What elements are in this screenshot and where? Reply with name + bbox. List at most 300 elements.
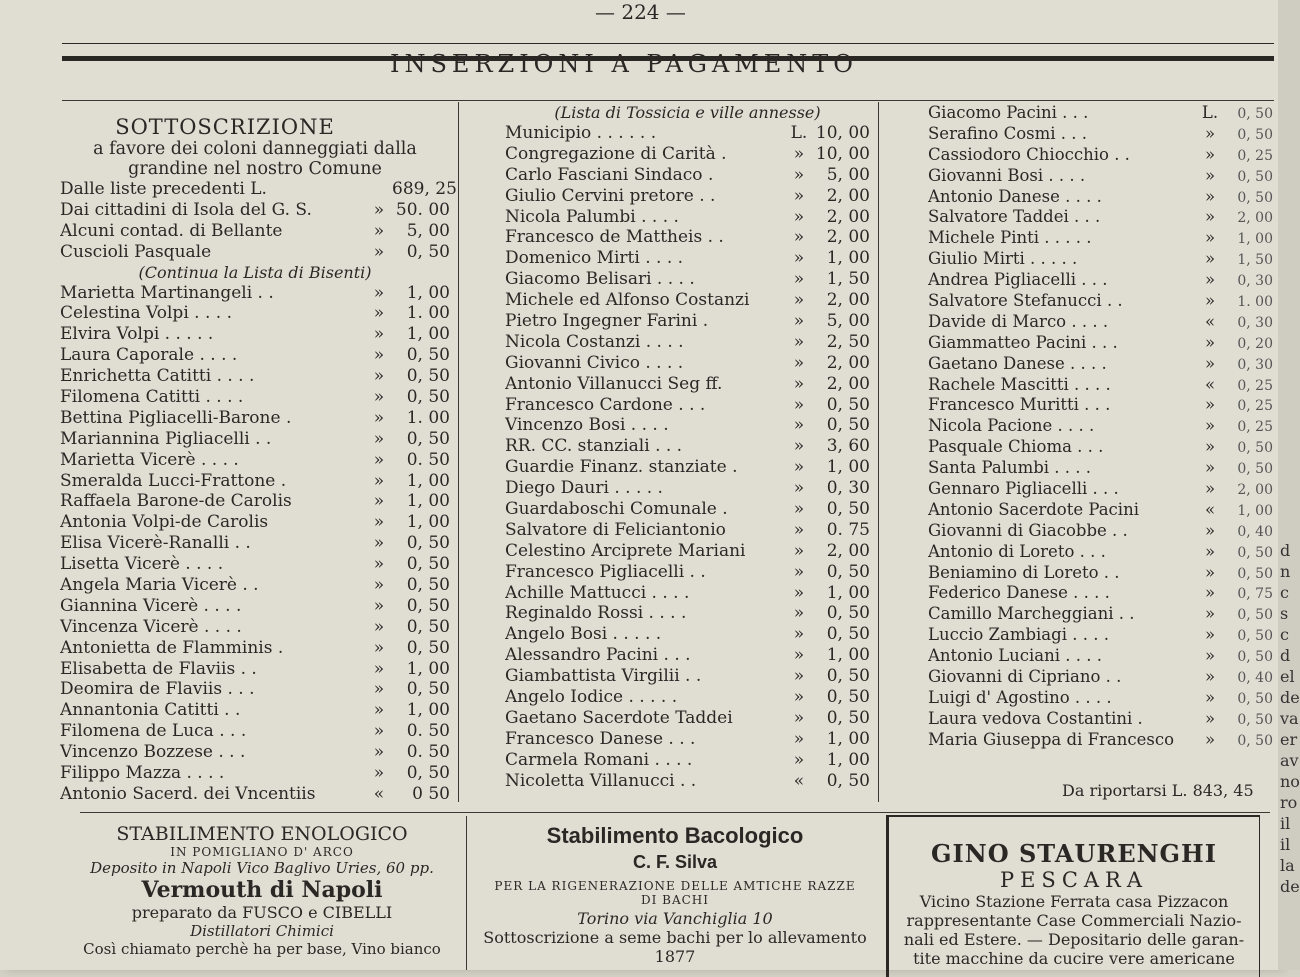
subscriber-amount: 0, 50	[406, 533, 450, 554]
subscriber-row	[928, 709, 1273, 730]
ditto-mark: »	[1204, 604, 1216, 624]
subscriber-name: Filippo Mazza . . . .	[60, 763, 225, 784]
subscriber-amount: 0, 50	[406, 428, 450, 449]
ditto-mark: »	[1204, 458, 1216, 478]
subscriber-row	[60, 408, 450, 429]
ditto-mark: »	[373, 679, 385, 700]
subscriber-name: Beniamino di Loreto . .	[928, 562, 1120, 582]
subscriber-name: Celestina Volpi . . . .	[60, 303, 232, 324]
subscriber-row	[928, 583, 1273, 604]
subscriber-name: Vincenza Vicerè . . . .	[60, 616, 242, 637]
ditto-mark: »	[793, 206, 805, 227]
subscriber-row	[928, 730, 1273, 751]
ad1-text: Così chiamato perchè ha per base, Vino bianco	[83, 940, 441, 958]
ad2-title: Stabilimento Bacologico	[546, 823, 804, 848]
subscriber-amount: 1, 00	[406, 700, 450, 721]
ad3-line2: rappresentante Case Commerciali Nazio-	[906, 911, 1242, 930]
ditto-mark: »	[793, 457, 805, 478]
subscriber-amount: 0, 50	[826, 415, 870, 436]
subscriber-name: Lisetta Vicerè . . . .	[60, 554, 224, 575]
subscriber-amount: 0, 50	[406, 679, 450, 700]
subscription-intro: a favore dei coloni danneggiati dalla grandine nel nostro Comune	[93, 139, 417, 179]
subscriber-amount: 2, 00	[1237, 210, 1273, 227]
ditto-mark: »	[793, 624, 805, 645]
subscriber-amount: 0. 50	[406, 721, 450, 742]
subscriber-name: Deomira de Flaviis . . .	[60, 679, 255, 700]
ad1-maker: preparato da FUSCO e CIBELLI	[131, 903, 393, 922]
subscriber-row	[928, 604, 1273, 625]
subscriber-row	[928, 166, 1273, 187]
subscriber-row	[60, 700, 450, 721]
subscriber-row	[60, 617, 450, 638]
subscriber-amount: 2, 00	[826, 185, 870, 206]
subscriber-row	[505, 624, 870, 645]
subscriber-amount: 0, 40	[1237, 670, 1273, 687]
ditto-mark: «	[1204, 311, 1216, 331]
subscriber-amount: 2, 00	[826, 373, 870, 394]
subscriber-row	[60, 533, 450, 554]
ditto-mark: »	[1204, 708, 1216, 728]
subscriber-row	[505, 478, 870, 499]
subscriber-amount: 2, 50	[826, 331, 870, 352]
ditto-mark: »	[1204, 165, 1216, 185]
subscriber-name: Salvatore di Feliciantonio	[505, 519, 726, 540]
ditto-mark: »	[793, 164, 805, 185]
subscriber-row	[60, 659, 450, 680]
subscription-column-2	[505, 103, 870, 792]
ditto-mark: L.	[1201, 103, 1219, 122]
subscriber-row	[505, 708, 870, 729]
ditto-mark: »	[793, 499, 805, 520]
subscriber-amount: 0, 50	[826, 666, 870, 687]
subscriber-row	[60, 554, 450, 575]
subscriber-name: Cuscioli Pasquale	[60, 241, 212, 262]
subscriber-amount: 2, 00	[1237, 482, 1273, 499]
ditto-mark: »	[1204, 186, 1216, 206]
subscriber-row	[60, 596, 450, 617]
ditto-mark: »	[793, 143, 805, 164]
subscriber-row	[928, 375, 1273, 396]
subscriber-row	[505, 248, 870, 269]
ditto-mark: »	[373, 345, 385, 366]
subscriber-name: Andrea Pigliacelli . . .	[928, 270, 1108, 290]
subscriber-amount: 0, 50	[826, 394, 870, 415]
subscriber-name: Elvira Volpi . . . . .	[60, 324, 214, 345]
subscriber-amount: 0, 50	[826, 603, 870, 624]
subscription-column-3	[928, 103, 1273, 751]
ditto-mark: »	[793, 269, 805, 290]
subscriber-row	[928, 312, 1273, 333]
subscriber-name: Francesco Cardone . . .	[505, 394, 706, 415]
subscriber-name: Nicoletta Villanucci . .	[505, 770, 697, 791]
subscriber-row	[60, 283, 450, 304]
subscriber-row	[928, 542, 1273, 563]
subscriber-amount: 0, 50	[406, 366, 450, 387]
header-rule-thin	[62, 43, 1274, 44]
ditto-mark: »	[1204, 270, 1216, 290]
ditto-mark: »	[373, 303, 385, 324]
ditto-mark: »	[373, 637, 385, 658]
subscriber-name: Giovanni Civico . . . .	[505, 352, 684, 373]
carry-forward-total: Da riportarsi L. 843, 45	[1062, 781, 1254, 800]
subscriber-amount: 0, 50	[826, 770, 870, 791]
subscriber-row	[928, 458, 1273, 479]
ditto-mark: »	[793, 687, 805, 708]
subscriber-amount: 0, 50	[406, 241, 450, 262]
ditto-mark: »	[1204, 249, 1216, 269]
subscriber-row	[505, 499, 870, 520]
subscriber-amount: 0, 50	[1237, 106, 1273, 122]
ditto-mark: »	[373, 324, 385, 345]
ditto-mark: «	[1204, 374, 1216, 394]
adjacent-page-letters: d n c s c d el de va er av no ro il il la de	[1280, 541, 1300, 896]
subscriber-row	[505, 186, 870, 207]
subscriber-row	[505, 269, 870, 290]
subscriber-row	[505, 144, 870, 165]
subscriber-name: Alcuni contad. di Bellante	[60, 220, 283, 241]
subscriber-amount: 0, 50	[826, 707, 870, 728]
subscriber-name: Reginaldo Rossi . . . .	[505, 603, 687, 624]
subscriber-row	[505, 687, 870, 708]
ditto-mark: »	[373, 241, 385, 262]
subscriber-amount: 0. 75	[826, 519, 870, 540]
subscriber-row	[60, 450, 450, 471]
subscriber-row	[505, 374, 870, 395]
subscriber-name: Rachele Mascitti . . . .	[928, 374, 1111, 394]
subscriber-name: Luccio Zambiagi . . . .	[928, 625, 1109, 645]
subscriber-name: Celestino Arciprete Mariani	[505, 540, 746, 561]
subscriber-row	[505, 666, 870, 687]
subscriber-amount: 1, 00	[826, 728, 870, 749]
advert-bacologico	[470, 823, 880, 966]
subscriber-name: Annantonia Catitti . .	[60, 700, 241, 721]
subscriber-row	[60, 679, 450, 700]
subscriber-row	[505, 771, 870, 792]
subscriber-name: Nicola Palumbi . . . .	[505, 206, 679, 227]
subscriber-amount: 2, 00	[826, 290, 870, 311]
subscriber-amount: 1. 00	[406, 407, 450, 428]
subscriber-name: Salvatore Taddei . . .	[928, 207, 1101, 227]
subscriber-name: Angela Maria Vicerè . .	[60, 575, 259, 596]
ditto-mark: »	[1204, 395, 1216, 415]
ads-rule	[80, 812, 1270, 813]
subscriber-name: Vincenzo Bozzese . . .	[60, 742, 246, 763]
subscriber-amount: 0, 50	[826, 687, 870, 708]
subscriber-name: Marietta Martinangeli . .	[60, 282, 274, 303]
ditto-mark: »	[373, 282, 385, 303]
subscriber-name: Antonietta de Flamminis .	[60, 637, 284, 658]
ditto-mark: »	[1204, 207, 1216, 227]
subscriber-name: Cassiodoro Chiocchio . .	[928, 144, 1130, 164]
subscriber-row	[60, 763, 450, 784]
subscriber-name: Pietro Ingegner Farini .	[505, 311, 709, 332]
subscriber-amount: 0, 25	[1237, 147, 1273, 164]
subscriber-name: Giulio Cervini pretore . .	[505, 185, 716, 206]
ad2-name: C. F. Silva	[632, 852, 718, 872]
subscriber-amount: 0, 50	[406, 345, 450, 366]
subscriber-row	[928, 416, 1273, 437]
ditto-mark: »	[373, 658, 385, 679]
subscriber-name: Smeralda Lucci-Frattone .	[60, 470, 287, 491]
ditto-mark: »	[373, 387, 385, 408]
subscriber-name: Elisabetta de Flaviis . .	[60, 658, 257, 679]
subscriber-name: Giulio Mirti . . . . .	[928, 249, 1078, 269]
ad-divider-1	[466, 816, 467, 970]
subscriber-amount: 1, 00	[826, 248, 870, 269]
subscriber-row	[928, 291, 1273, 312]
ad2-text: Sottoscrizione a seme bachi per lo allevamento 1877	[483, 928, 867, 966]
subscriber-amount: 1. 00	[406, 303, 450, 324]
subscriber-amount: 2, 00	[826, 352, 870, 373]
subscriber-name: Giovanni Bosi . . . .	[928, 165, 1086, 185]
subscriber-amount: 0, 50	[1237, 565, 1273, 582]
subscriber-amount: 1, 50	[826, 269, 870, 290]
ditto-mark: «	[1204, 499, 1216, 519]
subscriber-name: Filomena de Luca . . .	[60, 721, 247, 742]
subscriber-amount: 0 50	[412, 783, 450, 804]
subscriber-amount: 1, 00	[826, 457, 870, 478]
ditto-mark: «	[373, 783, 385, 804]
subscriber-name: Antonio Danese . . . .	[928, 186, 1102, 206]
subscriber-amount: 1, 00	[1237, 231, 1273, 248]
subscriber-row	[60, 366, 450, 387]
subscriber-amount: 0, 50	[406, 575, 450, 596]
subscriber-name: Camillo Marcheggiani . .	[928, 604, 1135, 624]
subscriber-row	[505, 227, 870, 248]
subscriber-row	[60, 242, 450, 263]
subscriber-row	[60, 471, 450, 492]
subscriber-amount: 1, 00	[406, 512, 450, 533]
subscription-title: SOTTOSCRIZIONE	[115, 115, 335, 139]
subscriber-name: Angelo Iodice . . . . .	[505, 687, 678, 708]
ditto-mark: »	[373, 763, 385, 784]
subscriber-row	[928, 333, 1273, 354]
subscriber-row	[60, 575, 450, 596]
subscriber-name: Giacomo Belisari . . . .	[505, 269, 695, 290]
subscriber-amount: 50. 00	[395, 199, 450, 220]
subscriber-amount: 1, 00	[826, 749, 870, 770]
subscriber-amount: 0, 30	[1237, 356, 1273, 373]
subscriber-row	[505, 436, 870, 457]
subscriber-amount: 0, 25	[1237, 419, 1273, 436]
subscriber-name: Antonio Sacerdote Pacini	[928, 499, 1139, 519]
subscriber-name: Guardie Finanz. stanziate .	[505, 457, 738, 478]
subscriber-row	[928, 521, 1273, 542]
subscriber-row	[505, 332, 870, 353]
list-subheading: (Continua la Lista di Bisenti)	[138, 262, 372, 282]
list-heading: (Lista di Tossicia e ville annesse)	[554, 103, 821, 122]
ditto-mark: »	[373, 700, 385, 721]
subscriber-amount: 1, 00	[406, 658, 450, 679]
subscriber-name: Salvatore Stefanucci . .	[928, 291, 1123, 311]
ditto-mark: »	[793, 227, 805, 248]
subscriber-row	[928, 145, 1273, 166]
ditto-mark: »	[793, 290, 805, 311]
masthead: INSERZIONI A PAGAMENTO	[390, 50, 858, 78]
subscriber-name: Gaetano Sacerdote Taddei	[505, 707, 733, 728]
ditto-mark: »	[1204, 667, 1216, 687]
subscriber-row	[928, 395, 1273, 416]
subscriber-row	[60, 387, 450, 408]
ditto-mark: »	[373, 491, 385, 512]
subscriber-name: Serafino Cosmi . . .	[928, 123, 1088, 143]
subscriber-name: Domenico Mirti . . . .	[505, 248, 684, 269]
ditto-mark: »	[1204, 291, 1216, 311]
subscriber-name: Laura vedova Costantini .	[928, 708, 1143, 728]
subscriber-name: Carmela Romani . . . .	[505, 749, 693, 770]
subscriber-amount: 3, 60	[826, 436, 870, 457]
ditto-mark: »	[373, 512, 385, 533]
ditto-mark: »	[373, 616, 385, 637]
ditto-mark: »	[373, 742, 385, 763]
subscriber-name: Dalle liste precedenti L.	[60, 179, 267, 199]
subscriber-name: Nicola Costanzi . . . .	[505, 331, 684, 352]
ditto-mark: »	[793, 352, 805, 373]
subscriber-row	[928, 103, 1273, 124]
subscriber-amount: 0. 50	[406, 449, 450, 470]
ditto-mark: »	[793, 331, 805, 352]
ditto-mark: »	[373, 220, 385, 241]
subscriber-row	[505, 311, 870, 332]
ditto-mark: »	[793, 519, 805, 540]
ad2-line: PER LA RIGENERAZIONE DELLE AMTICHE RAZZE	[494, 879, 856, 893]
ditto-mark: »	[793, 478, 805, 499]
subscriber-row	[505, 750, 870, 771]
subscriber-name: Francesco Danese . . .	[505, 728, 696, 749]
ad2-address: Torino via Vanchiglia 10	[577, 909, 773, 928]
subscriber-name: Enrichetta Catitti . . . .	[60, 366, 255, 387]
ditto-mark: »	[1204, 228, 1216, 248]
ditto-mark: »	[1204, 437, 1216, 457]
subscriber-name: Giammatteo Pacini . . .	[928, 332, 1118, 352]
subscriber-amount: 0, 50	[406, 387, 450, 408]
subscriber-row	[928, 270, 1273, 291]
subscriber-amount: 0, 50	[406, 554, 450, 575]
subscriber-amount: 1, 00	[406, 282, 450, 303]
subscriber-name: Maria Giuseppa di Francesco	[928, 729, 1175, 749]
subscriber-row	[928, 249, 1273, 270]
subscriber-name: Carlo Fasciani Sindaco .	[505, 164, 714, 185]
ditto-mark: »	[1204, 583, 1216, 603]
subscriber-amount: 0, 25	[1237, 377, 1273, 394]
subscriber-row	[60, 512, 450, 533]
subscriber-amount: 0, 50	[1237, 189, 1273, 206]
subscriber-row	[505, 290, 870, 311]
subscriber-amount: 5, 00	[826, 164, 870, 185]
ditto-mark: »	[1204, 562, 1216, 582]
subscription-column-1	[60, 115, 457, 805]
ditto-mark: »	[1204, 353, 1216, 373]
subscriber-amount: 0, 50	[1237, 649, 1273, 666]
ditto-mark: »	[1204, 123, 1216, 143]
subscriber-amount: 0. 50	[406, 742, 450, 763]
ditto-mark: »	[1204, 416, 1216, 436]
subscriber-row	[60, 784, 450, 805]
ditto-mark: »	[1204, 520, 1216, 540]
subscriber-amount: 0, 30	[1237, 273, 1273, 290]
subscriber-row	[928, 667, 1273, 688]
subscriber-row	[928, 207, 1273, 228]
subscriber-name: Bettina Pigliacelli-Barone .	[60, 407, 292, 428]
subscriber-row	[60, 324, 450, 345]
ditto-mark: »	[793, 394, 805, 415]
subscriber-name: Giannina Vicerè . . . .	[60, 595, 242, 616]
subscriber-amount: 2, 00	[826, 540, 870, 561]
subscriber-name: RR. CC. stanziali . . .	[505, 436, 683, 457]
subscriber-amount: 0, 50	[1237, 168, 1273, 185]
subscriber-amount: 1, 00	[826, 582, 870, 603]
subscriber-row	[505, 415, 870, 436]
subscriber-amount: 0, 50	[1237, 461, 1273, 478]
ditto-mark: »	[373, 366, 385, 387]
ad3-line4: tite macchine da cucire vere americane	[913, 949, 1235, 968]
subscriber-amount: 0, 50	[1237, 628, 1273, 645]
subscriber-row	[928, 625, 1273, 646]
subscriber-row	[505, 165, 870, 186]
subscriber-name: Francesco de Mattheis . .	[505, 227, 724, 248]
subscriber-row	[60, 491, 450, 512]
ditto-mark: »	[373, 428, 385, 449]
subscriber-name: Francesco Muritti . . .	[928, 395, 1111, 415]
ditto-mark: «	[793, 770, 805, 791]
subscriber-row	[505, 583, 870, 604]
subscriber-amount: 0, 50	[406, 616, 450, 637]
subscriber-name: Dai cittadini di Isola del G. S.	[60, 199, 312, 220]
subscriber-row	[928, 228, 1273, 249]
subscriber-row	[60, 429, 450, 450]
subscriber-row	[60, 638, 450, 659]
subscriber-name: Angelo Bosi . . . . .	[505, 624, 662, 645]
subscriber-amount: 0, 30	[826, 478, 870, 499]
ditto-mark: »	[793, 415, 805, 436]
subscriber-amount: 0, 50	[406, 637, 450, 658]
ditto-mark: »	[373, 199, 385, 220]
ditto-mark: »	[793, 540, 805, 561]
section-rule	[62, 100, 1274, 101]
ditto-mark: »	[373, 407, 385, 428]
subscriber-amount: 0, 50	[826, 624, 870, 645]
subscriber-row	[928, 187, 1273, 208]
ad1-address: Deposito in Napoli Vico Baglivo Uries, 60 pp.	[90, 859, 434, 877]
ditto-mark: »	[793, 728, 805, 749]
subscriber-amount: 2, 00	[826, 227, 870, 248]
subscriber-name: Alessandro Pacini . . .	[505, 645, 691, 666]
subscriber-amount: 0, 25	[1237, 398, 1273, 415]
subscriber-name: Gaetano Danese . . . .	[928, 353, 1107, 373]
subscriber-name: Antonio Villanucci Seg ff.	[505, 373, 723, 394]
subscriber-amount: 0, 50	[1237, 711, 1273, 728]
subscriber-amount: 0, 75	[1237, 586, 1273, 603]
subscriber-row	[505, 395, 870, 416]
ad1-product: Vermouth di Napoli	[141, 877, 383, 903]
subscriber-amount: 10, 00	[815, 143, 870, 164]
ad3-line3: nali ed Estere. — Depositario delle garan-	[903, 930, 1245, 949]
subscriber-row	[928, 500, 1273, 521]
subscriber-row	[505, 562, 870, 583]
ditto-mark: »	[1204, 687, 1216, 707]
ditto-mark: »	[373, 533, 385, 554]
ditto-mark: »	[793, 645, 805, 666]
subscriber-amount: 1. 00	[1237, 294, 1273, 311]
subscriber-name: Municipio . . . . . .	[505, 123, 657, 143]
subscriber-name: Pasquale Chioma . . .	[928, 437, 1104, 457]
subscriber-amount: 689, 25	[392, 179, 457, 199]
subscriber-amount: 0, 50	[1237, 126, 1273, 143]
subscriber-row	[928, 437, 1273, 458]
subscriber-amount: 10, 00	[815, 123, 870, 143]
subscriber-amount: 0, 50	[1237, 732, 1273, 749]
subscriber-name: Antonio Luciani . . . .	[928, 646, 1102, 666]
